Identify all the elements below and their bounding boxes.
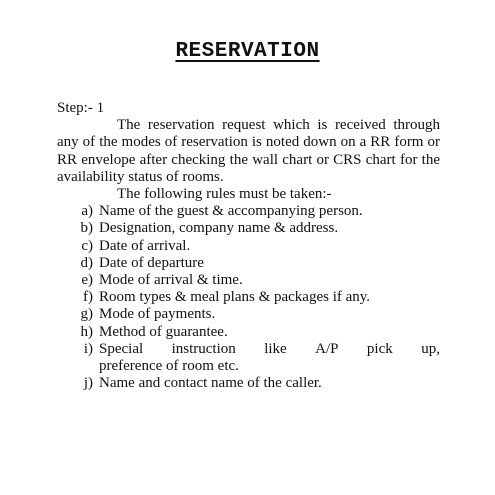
- list-marker: c): [81, 237, 93, 254]
- list-item-text: Mode of payments.: [99, 306, 216, 323]
- page-title: RESERVATION: [175, 40, 320, 63]
- list-item: [57, 220, 440, 237]
- list-item: [57, 203, 440, 220]
- list-marker: f): [83, 289, 93, 306]
- list-marker: e): [81, 272, 93, 289]
- reservation-paragraph: The reservation request which is received through any of the modes of reservation is noted down on a RR form or RR envelope after checking the wall chart or CRS chart for the availability status of rooms.: [57, 117, 440, 185]
- list-item-text: Method of guarantee.: [99, 323, 228, 340]
- list-item: [57, 289, 440, 306]
- list-marker: a): [81, 203, 93, 220]
- word: A/P: [315, 340, 339, 357]
- word: Special: [99, 340, 144, 357]
- word: like: [264, 340, 287, 357]
- list-item: [57, 255, 440, 272]
- list-item-line: preference of room etc.: [99, 358, 239, 375]
- step-label: Step:- 1: [57, 100, 105, 116]
- list-item: [57, 324, 440, 341]
- list-marker: g): [80, 306, 93, 323]
- word: pick: [366, 340, 393, 357]
- rules-intro: The following rules must be taken:-: [117, 186, 332, 203]
- list-item-line: [99, 341, 440, 358]
- list-item-text: Room types & meal plans & packages if any.: [99, 289, 371, 306]
- document-body: [57, 100, 440, 392]
- list-item: [57, 306, 440, 323]
- list-item-text: Date of departure: [99, 254, 204, 271]
- list-item: [57, 375, 440, 392]
- list-item-text: Date of arrival.: [99, 237, 191, 254]
- list-item-text: [99, 341, 440, 375]
- list-item: [57, 272, 440, 289]
- list-item: [57, 238, 440, 255]
- list-marker: d): [80, 254, 93, 271]
- list-marker: b): [80, 220, 93, 237]
- list-item-text: Name of the guest & accompanying person.: [99, 203, 363, 220]
- word: up,: [421, 340, 440, 357]
- list-marker: j): [83, 375, 93, 392]
- list-marker: h): [80, 323, 93, 340]
- rules-list: [57, 203, 440, 392]
- list-item: [57, 341, 440, 375]
- list-marker: i): [83, 340, 93, 357]
- list-item-text: Name and contact name of the caller.: [99, 375, 322, 392]
- list-item-text: Designation, company name & address.: [99, 220, 339, 237]
- list-item-text: Mode of arrival & time.: [99, 272, 243, 289]
- word: instruction: [171, 340, 236, 357]
